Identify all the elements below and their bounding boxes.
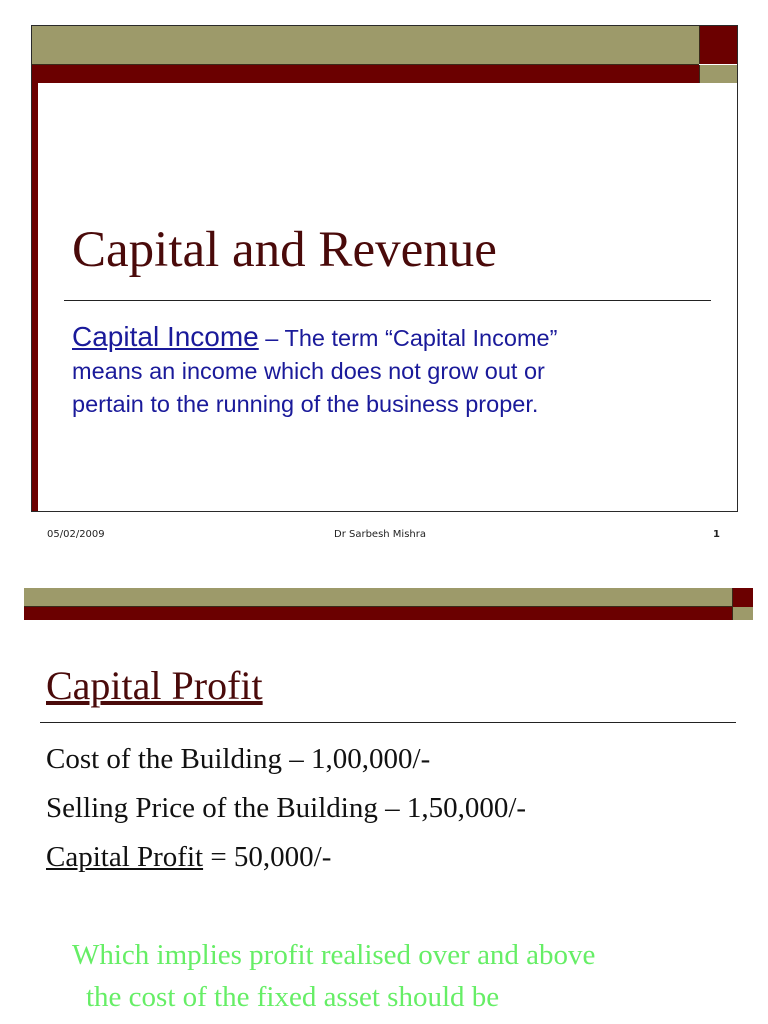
slide2-title: Capital Profit: [46, 663, 263, 708]
footer-author: Dr Sarbesh Mishra: [334, 529, 426, 540]
cost-line: Cost of the Building – 1,00,000/-: [46, 743, 431, 775]
slide-body: [72, 320, 712, 421]
body-line-3: pertain to the running of the business proper.: [72, 391, 539, 417]
slide2-example: [46, 735, 746, 882]
corner-maroon-square: [699, 26, 737, 64]
slide-1: [31, 25, 738, 512]
corner-olive-square: [699, 65, 737, 83]
left-accent-bar: [32, 83, 38, 511]
slide2-corner-olive-square: [732, 607, 753, 620]
title-divider: [64, 300, 711, 301]
capital-profit-line: [46, 833, 746, 882]
slide2-title-divider: [40, 722, 736, 723]
note-line-2: the cost of the fixed asset should be: [86, 981, 500, 1013]
body-line-2: means an income which does not grow out or: [72, 358, 545, 384]
body-line-1: [72, 320, 712, 355]
footer-date: 05/02/2009: [47, 529, 105, 540]
header-olive-band: [32, 26, 699, 65]
footer-page-number: 1: [713, 529, 720, 540]
capital-profit-value: = 50,000/-: [203, 841, 332, 873]
slide2-note: [72, 934, 732, 1018]
slide-title: Capital and Revenue: [72, 222, 497, 278]
slide2-header-olive-band: [24, 588, 732, 607]
term-definition-start: – The term “Capital Income”: [258, 325, 558, 351]
header-maroon-band: [32, 65, 699, 83]
slide2-header-maroon-band: [24, 607, 732, 620]
capital-profit-label: Capital Profit: [46, 841, 204, 873]
note-line-1: Which implies profit realised over and above: [72, 939, 596, 971]
term-capital-income: Capital Income: [72, 321, 259, 352]
slide2-corner-maroon-square: [732, 588, 753, 607]
selling-price-line: Selling Price of the Building – 1,50,000/-: [46, 792, 527, 824]
